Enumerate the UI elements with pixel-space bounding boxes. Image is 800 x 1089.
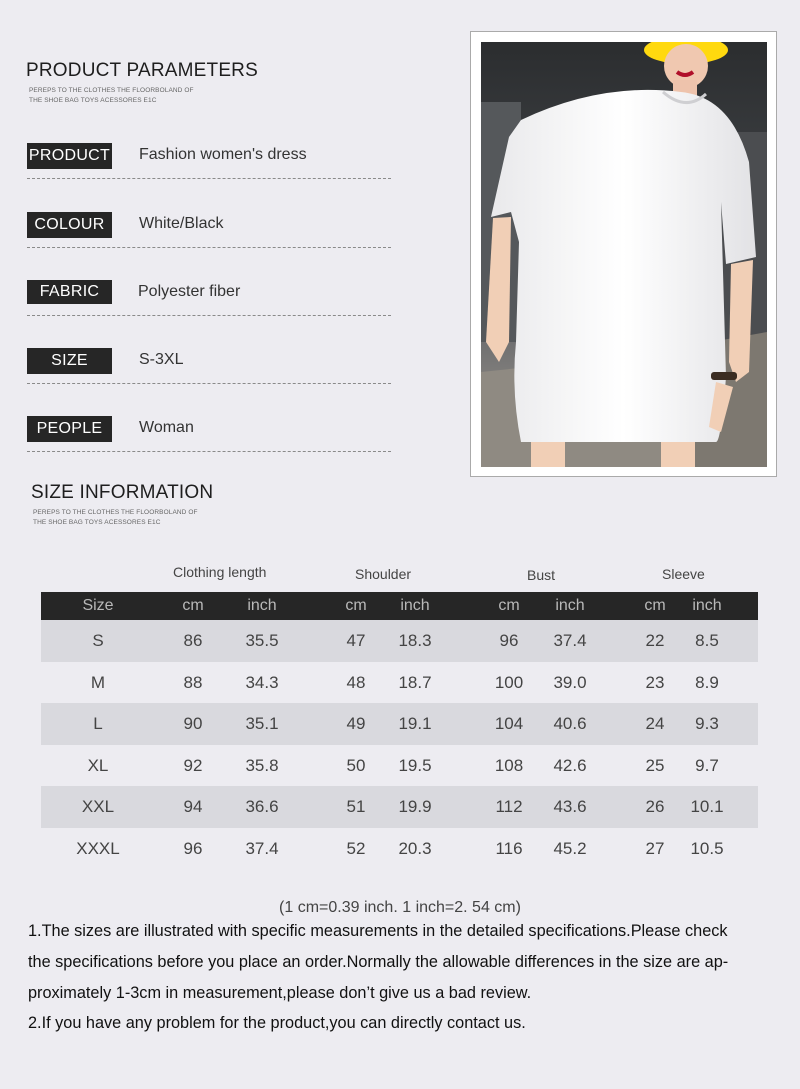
size-info-subtitle-line1: PEREPS TO THE CLOTHES THE FLOORBOLAND OF — [33, 509, 198, 516]
value-cell: 112 — [495, 797, 523, 816]
size-cell: L — [93, 714, 103, 733]
param-row-fabric — [27, 280, 391, 320]
value-cell: 116 — [495, 838, 523, 858]
group-head-sleeve: Sleeve — [662, 566, 705, 582]
value-cell: 108 — [494, 755, 524, 775]
param-label: COLOUR — [27, 212, 112, 238]
value-cell: 24 — [645, 714, 665, 733]
params-title: PRODUCT PARAMETERS — [26, 60, 258, 81]
value-cell: 47 — [346, 631, 366, 650]
table-header-row — [41, 592, 758, 620]
value-cell: 19.5 — [398, 755, 432, 775]
value-cell: 90 — [183, 714, 203, 733]
divider — [27, 178, 391, 179]
size-table — [41, 592, 758, 869]
params-subtitle-line1: PEREPS TO THE CLOTHES THE FLOORBOLAND OF — [29, 87, 194, 94]
table-body — [41, 620, 758, 869]
value-cell: 9.7 — [695, 755, 719, 775]
value-cell: 100 — [494, 672, 524, 692]
value-cell: 52 — [346, 838, 366, 858]
param-label: SIZE — [27, 348, 112, 374]
header-cell: cm — [498, 597, 520, 614]
param-row-people — [27, 416, 391, 456]
param-label: PRODUCT — [27, 143, 112, 169]
divider — [27, 383, 391, 384]
value-cell: 104 — [494, 714, 524, 733]
model-illustration — [481, 42, 767, 467]
value-cell: 27 — [645, 838, 665, 858]
param-value: White/Black — [139, 215, 224, 232]
param-row-size — [27, 348, 391, 388]
notice-line-3: proximately 1-3cm in measurement,please don’t give us a bad review. — [28, 984, 532, 1002]
value-cell: 35.5 — [245, 631, 279, 650]
table-row — [41, 703, 758, 745]
size-cell: XL — [87, 755, 109, 775]
size-cell: XXL — [81, 797, 115, 816]
param-value: S-3XL — [139, 351, 184, 368]
value-cell: 35.1 — [245, 714, 279, 733]
value-cell: 50 — [346, 755, 366, 775]
param-value: Polyester fiber — [138, 283, 241, 300]
value-cell: 36.6 — [245, 797, 279, 816]
value-cell: 42.6 — [553, 755, 587, 775]
table-row — [41, 662, 758, 704]
value-cell: 18.3 — [398, 631, 432, 650]
value-cell: 40.6 — [553, 714, 587, 733]
value-cell: 51 — [346, 797, 366, 816]
value-cell: 26 — [645, 797, 665, 816]
table-group-headers — [0, 564, 800, 586]
size-cell: M — [90, 672, 106, 692]
value-cell: 35.8 — [245, 755, 279, 775]
value-cell: 19.9 — [398, 797, 432, 816]
value-cell: 96 — [183, 838, 203, 858]
value-cell: 18.7 — [398, 672, 432, 692]
value-cell: 88 — [183, 672, 203, 692]
divider — [27, 451, 391, 452]
notice-line-2: the specifications before you place an order.Normally the allowable differences in the size are ap- — [28, 953, 729, 971]
size-cell: XXXL — [76, 838, 120, 858]
value-cell: 10.5 — [690, 838, 724, 858]
param-label: PEOPLE — [27, 416, 112, 442]
value-cell: 20.3 — [398, 838, 432, 858]
header-cell: inch — [555, 597, 585, 614]
header-cell: cm — [182, 597, 204, 614]
value-cell: 8.5 — [695, 631, 719, 650]
value-cell: 37.4 — [553, 631, 587, 650]
header-cell: Size — [82, 597, 114, 614]
value-cell: 96 — [499, 631, 519, 650]
params-subtitle-line2: THE SHOE BAG TOYS ACESSORES E1C — [29, 97, 157, 104]
notice-line-1: 1.The sizes are illustrated with specific measurements in the detailed specifications.Please check — [28, 922, 728, 940]
value-cell: 9.3 — [695, 714, 719, 733]
value-cell: 39.0 — [553, 672, 587, 692]
size-info-title: SIZE INFORMATION — [31, 482, 214, 503]
value-cell: 92 — [183, 755, 203, 775]
param-row-colour — [27, 212, 391, 252]
value-cell: 19.1 — [398, 714, 432, 733]
value-cell: 8.9 — [695, 672, 719, 692]
param-row-product — [27, 143, 391, 183]
divider — [27, 315, 391, 316]
value-cell: 48 — [346, 672, 366, 692]
group-head-clothing-length: Clothing length — [173, 564, 267, 580]
value-cell: 45.2 — [553, 838, 587, 858]
value-cell: 23 — [645, 672, 665, 692]
group-head-shoulder: Shoulder — [355, 566, 412, 582]
value-cell: 10.1 — [690, 797, 724, 816]
params-subtitle — [29, 86, 194, 106]
param-value: Woman — [139, 419, 194, 436]
header-cell: inch — [400, 597, 430, 614]
header-cell: inch — [692, 597, 722, 614]
header-cell: inch — [247, 597, 277, 614]
table-row — [41, 786, 758, 828]
conversion-note: (1 cm=0.39 inch. 1 inch=2. 54 cm) — [279, 899, 521, 916]
size-info-subtitle — [33, 508, 198, 528]
product-photo-frame — [470, 31, 777, 477]
divider — [27, 247, 391, 248]
size-info-subtitle-line2: THE SHOE BAG TOYS ACESSORES E1C — [33, 519, 161, 526]
group-head-bust: Bust — [527, 567, 556, 583]
value-cell: 43.6 — [553, 797, 587, 816]
value-cell: 37.4 — [245, 838, 279, 858]
value-cell: 94 — [183, 797, 203, 816]
header-cell: cm — [345, 597, 367, 614]
notice-line-4: 2.If you have any problem for the product,you can directly contact us. — [28, 1014, 526, 1032]
table-row — [41, 745, 758, 787]
header-cell: cm — [644, 597, 666, 614]
param-label: FABRIC — [27, 280, 112, 304]
value-cell: 22 — [645, 631, 665, 650]
value-cell: 34.3 — [245, 672, 279, 692]
value-cell: 49 — [346, 714, 366, 733]
table-row — [41, 620, 758, 662]
size-cell: S — [92, 631, 104, 650]
value-cell: 86 — [183, 631, 203, 650]
value-cell: 25 — [645, 755, 665, 775]
product-photo — [481, 42, 767, 467]
table-row — [41, 828, 758, 870]
param-value: Fashion women's dress — [139, 146, 307, 163]
